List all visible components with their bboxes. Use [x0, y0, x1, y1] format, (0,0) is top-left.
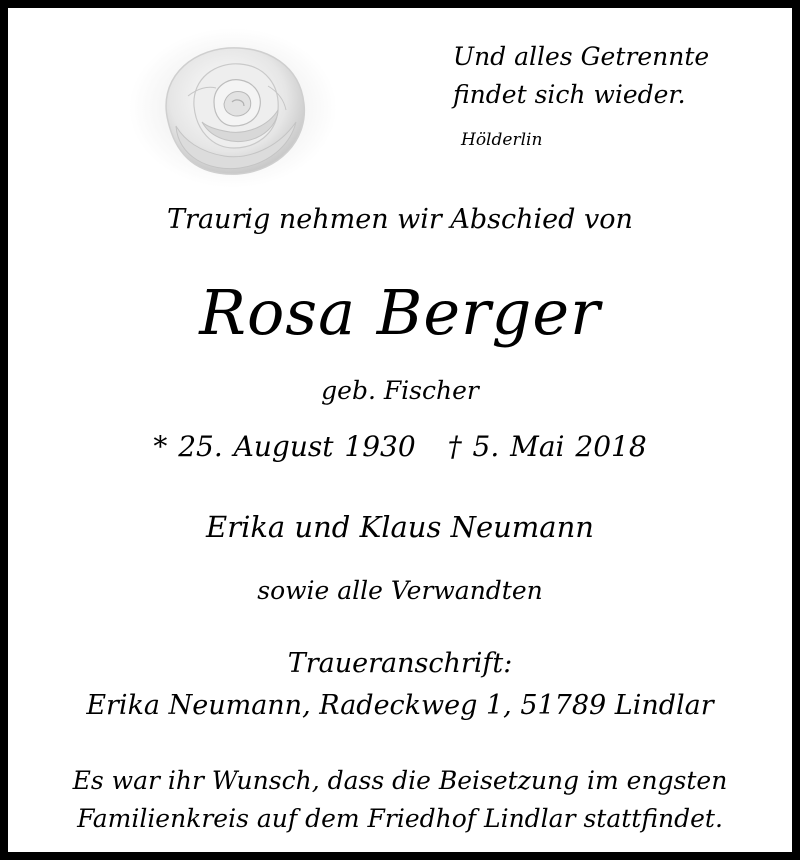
rose-icon [128, 26, 338, 188]
address-label: Traueranschrift: [287, 648, 513, 679]
birth-date: * 25. August 1930 [153, 430, 416, 463]
wish-line-2: Familienkreis auf dem Friedhof Lindlar stattfindet. [77, 804, 723, 833]
maiden-name: geb. Fischer [321, 376, 479, 405]
mourning-address: Erika Neumann, Radeckweg 1, 51789 Lindlar [86, 690, 714, 721]
death-date: † 5. Mai 2018 [447, 430, 647, 463]
deceased-name: Rosa Berger [199, 276, 601, 349]
quote-line-1: Und alles Getrennte [453, 42, 710, 71]
quote-line-2: findet sich wieder. [453, 80, 686, 109]
quote-author: Hölderlin [461, 130, 543, 150]
relatives-text: sowie alle Verwandten [257, 576, 543, 605]
life-dates [8, 430, 792, 463]
family-names: Erika und Klaus Neumann [206, 510, 594, 544]
quote-block [453, 38, 773, 150]
intro-text: Traurig nehmen wir Abschied von [167, 204, 633, 235]
wish-line-1: Es war ihr Wunsch, dass die Beisetzung im engsten [72, 766, 728, 795]
